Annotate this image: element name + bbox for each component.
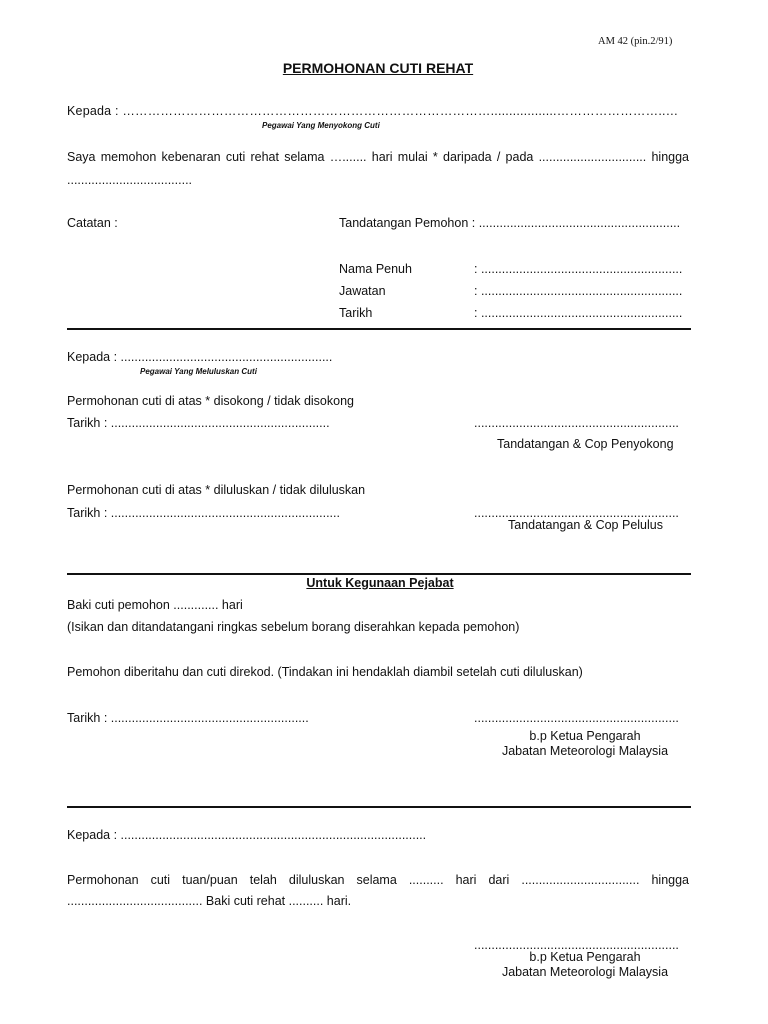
approve-signature-label: Tandatangan & Cop Pelulus <box>508 518 663 532</box>
section-divider-3 <box>67 806 691 808</box>
support-signature-label: Tandatangan & Cop Penyokong <box>497 437 674 451</box>
field-label-tarikh: Tarikh <box>339 306 373 320</box>
office-signature-field[interactable]: ........................................................... <box>474 711 679 725</box>
final-signature-title: b.p Ketua Pengarah <box>529 950 641 964</box>
page-title: PERMOHONAN CUTI REHAT <box>282 60 474 76</box>
kepada-penyokong-field[interactable]: Kepada : ……………………………………………………………………………..................……………………..… <box>67 104 679 118</box>
applicant-signature-field[interactable]: Tandatangan Pemohon : .......................................................... <box>339 216 681 230</box>
field-nama-penuh[interactable]: : .......................................................... <box>474 262 683 276</box>
field-label-jawatan: Jawatan <box>339 284 386 298</box>
office-signature-title: b.p Ketua Pengarah <box>529 729 641 743</box>
field-label-nama-penuh: Nama Penuh <box>339 262 412 276</box>
request-line-2[interactable]: .................................... <box>67 173 193 187</box>
direkod-statement: Pemohon diberitahu dan cuti direkod. (Tindakan ini hendaklah diambil setelah cuti diluluskan) <box>67 665 583 679</box>
field-jawatan[interactable]: : .......................................................... <box>474 284 683 298</box>
office-use-heading: Untuk Kegunaan Pejabat <box>306 576 454 590</box>
final-signature-department: Jabatan Meteorologi Malaysia <box>501 965 669 979</box>
kepada-penyokong-note: Pegawai Yang Menyokong Cuti <box>262 121 380 130</box>
kepada-pelulus-note: Pegawai Yang Meluluskan Cuti <box>140 367 257 376</box>
baki-cuti-note: (Isikan dan ditandatangani ringkas sebelum borang diserahkan kepada pemohon) <box>67 620 520 634</box>
catatan-label: Catatan : <box>67 216 118 230</box>
form-code: AM 42 (pin.2/91) <box>598 36 673 47</box>
support-statement[interactable]: Permohonan cuti di atas * disokong / tidak disokong <box>67 394 354 408</box>
section-divider-1 <box>67 328 691 330</box>
support-date-field[interactable]: Tarikh : ............................................................... <box>67 416 330 430</box>
kepada-pelulus-field[interactable]: Kepada : ............................................................. <box>67 350 333 364</box>
approve-statement[interactable]: Permohonan cuti di atas * diluluskan / tidak diluluskan <box>67 483 366 497</box>
baki-cuti-field[interactable]: Baki cuti pemohon ............. hari <box>67 598 243 612</box>
approve-signature-field[interactable]: ........................................................... <box>474 506 679 520</box>
office-date-field[interactable]: Tarikh : ......................................................... <box>67 711 309 725</box>
final-signature-field[interactable]: ........................................................... <box>474 938 679 952</box>
request-line-1[interactable]: Saya memohon kebenaran cuti rehat selama …....... hari mulai * daripada / pada ............................... hingga <box>67 150 689 164</box>
office-signature-department: Jabatan Meteorologi Malaysia <box>501 744 669 758</box>
field-tarikh[interactable]: : .......................................................... <box>474 306 683 320</box>
kepada-pemohon-field[interactable]: Kepada : ........................................................................................ <box>67 828 427 842</box>
support-signature-field[interactable]: ........................................................... <box>474 416 679 430</box>
approved-line-2[interactable]: ....................................... Baki cuti rehat .......... hari. <box>67 894 352 908</box>
approved-line-1[interactable]: Permohonan cuti tuan/puan telah diluluskan selama .......... hari dari .................................. hingga <box>67 873 689 887</box>
approve-date-field[interactable]: Tarikh : .................................................................. <box>67 506 340 520</box>
section-divider-2 <box>67 573 691 575</box>
